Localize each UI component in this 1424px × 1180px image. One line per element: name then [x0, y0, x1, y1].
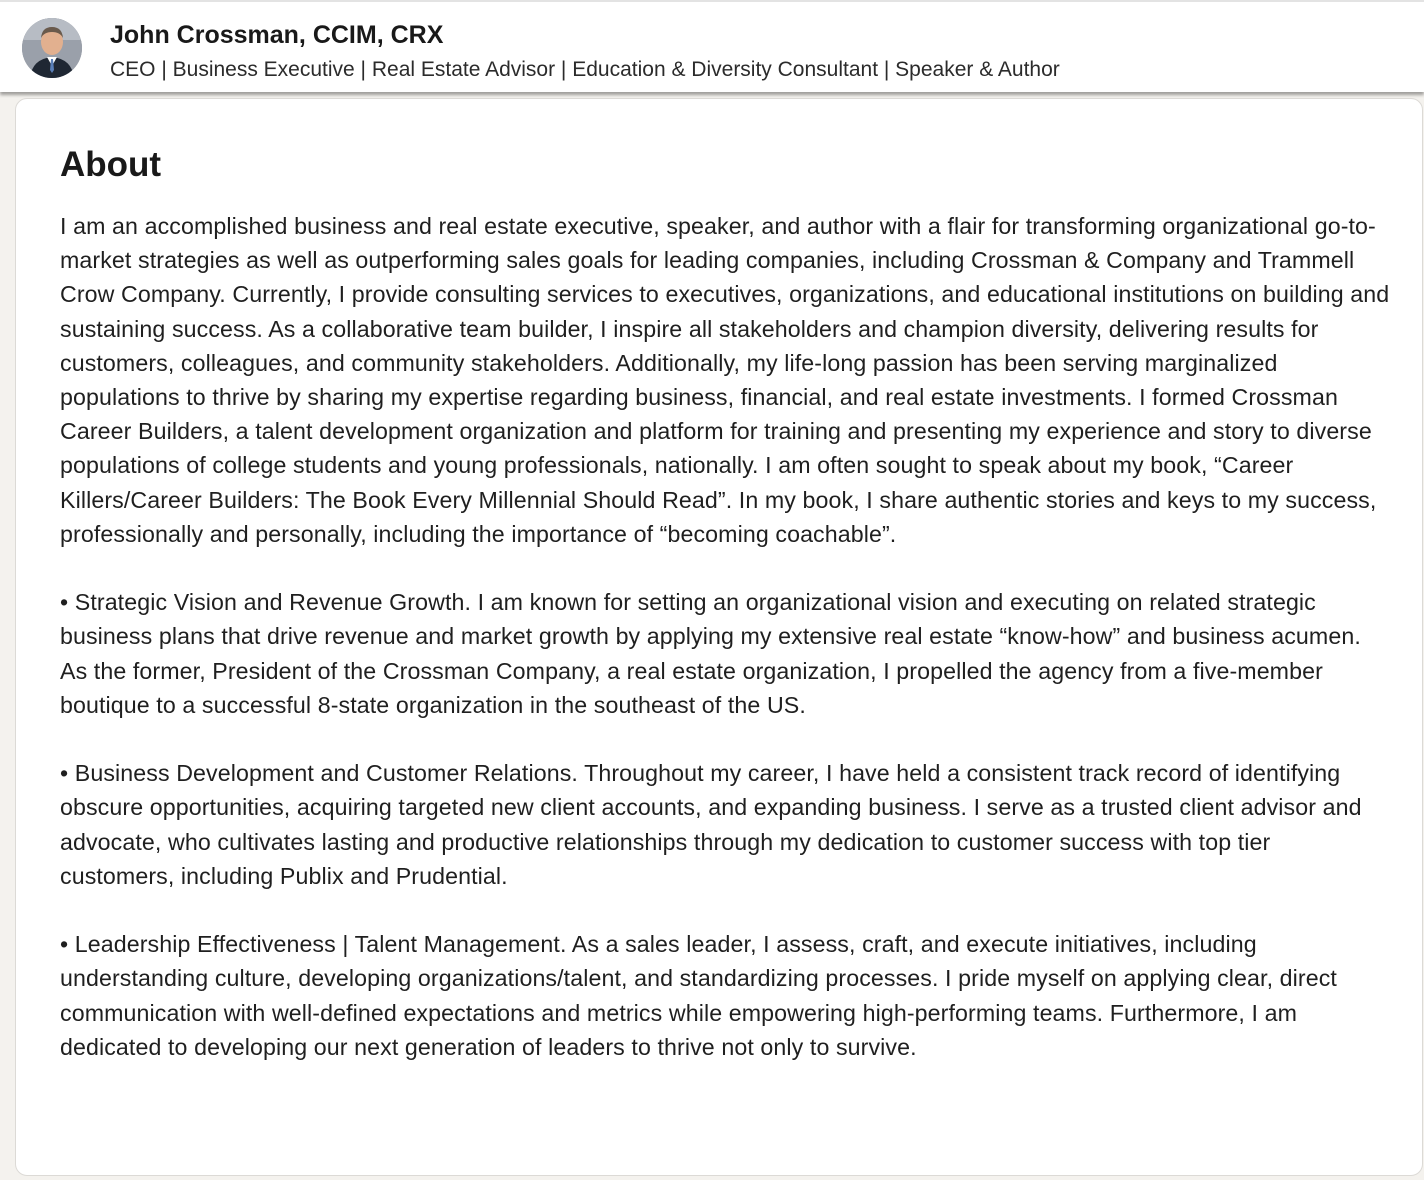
about-section-title: About [60, 145, 162, 184]
about-paragraph-strategic-vision: • Strategic Vision and Revenue Growth. I am known for setting an organizational vision and executing on related strategic business plans that drive revenue and market growth by applying my extensive real estate “know-how” and business acumen. As the former, President of the Crossman Company, a real estate organization, I propelled the agency from a five-member boutique to a successful 8-state organization in the southeast of the US. [60, 589, 1361, 718]
about-paragraph-business-development: • Business Development and Customer Relations. Throughout my career, I have held a consistent track record of identifying obscure opportunities, acquiring targeted new client accounts, and expanding business. I serve as a trusted client advisor and advocate, who cultivates lasting and productive relationships through my dedication to customer success with top tier customers, including Publix and Prudential. [60, 760, 1362, 889]
about-card [15, 98, 1423, 1176]
about-text [60, 209, 1390, 1064]
profile-headline: CEO | Business Executive | Real Estate Advisor | Education & Diversity Consultant | Speaker & Author [110, 58, 1060, 81]
sticky-profile-header [0, 0, 1424, 92]
profile-avatar[interactable] [22, 18, 82, 78]
about-paragraph-leadership: • Leadership Effectiveness | Talent Management. As a sales leader, I assess, craft, and execute initiatives, including understanding culture, developing organizations/talent, and standardizing processes. I pride myself on applying clear, direct communication with well-defined expectations and metrics while empowering high-performing teams. Furthermore, I am dedicated to developing our next generation of leaders to thrive not only to survive. [60, 931, 1337, 1060]
about-paragraph-intro: I am an accomplished business and real estate executive, speaker, and author with a flair for transforming organizational go-to-market strategies as well as outperforming sales goals for leading companies, including Crossman & Company and Trammell Crow Company. Currently, I provide consulting services to executives, organizations, and educational institutions on building and sustaining success. As a collaborative team builder, I inspire all stakeholders and champion diversity, delivering results for customers, colleagues, and community stakeholders. Additionally, my life-long passion has been serving marginalized populations to thrive by sharing my expertise regarding business, financial, and real estate investments. I formed Crossman Career Builders, a talent development organization and platform for training and presenting my experience and story to diverse populations of college students and young professionals, nationally. I am often sought to speak about my book, “Career Killers/Career Builders: The Book Every Millennial Should Read”. In my book, I share authentic stories and keys to my success, professionally and personally, including the importance of “becoming coachable”. [60, 213, 1390, 547]
profile-name: John Crossman, CCIM, CRX [110, 21, 444, 49]
